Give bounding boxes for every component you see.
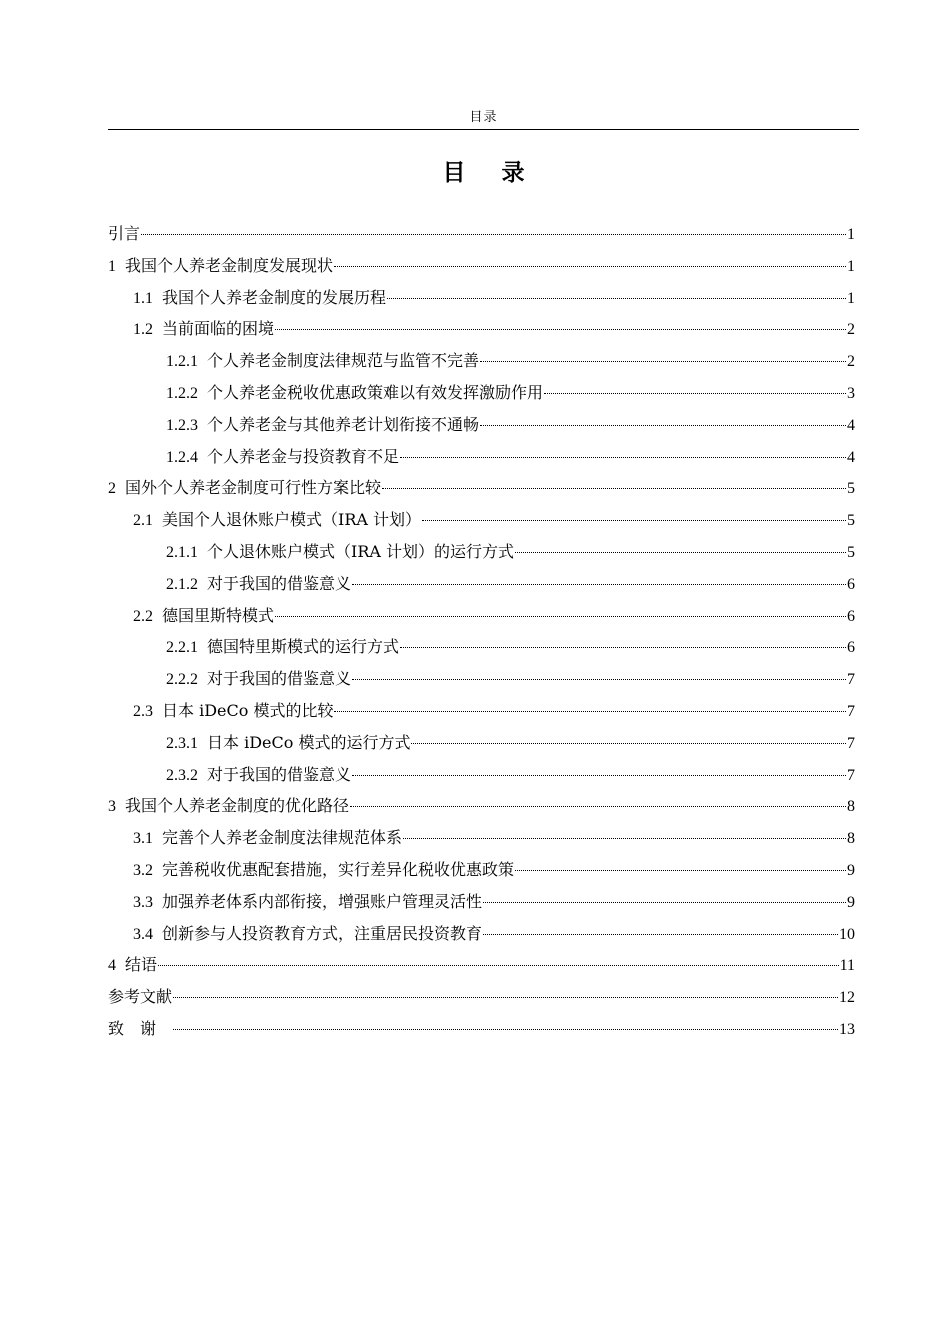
toc-entry-text: 德国特里斯模式的运行方式: [207, 637, 400, 657]
toc-dot-leader: [483, 934, 838, 935]
toc-dot-leader: [352, 679, 846, 680]
toc-entry-number: 1.2.2: [166, 384, 198, 402]
toc-entry[interactable]: [108, 504, 855, 536]
running-header: 目录: [469, 110, 498, 125]
toc-entry-text: 完善税收优惠配套措施，实行差异化税收优惠政策: [162, 859, 515, 879]
toc-entry-page: 6: [847, 607, 855, 625]
toc-entry-text: 加强养老体系内部衔接，增强账户管理灵活性: [162, 891, 483, 911]
toc-dot-leader: [173, 997, 838, 998]
toc-entry-page: 1: [847, 226, 855, 243]
toc-entry-page: 9: [847, 861, 855, 879]
toc-entry-text: 我国个人养老金制度的发展历程: [162, 287, 387, 307]
toc-entry[interactable]: [108, 695, 855, 727]
toc-entry[interactable]: [108, 663, 855, 695]
toc-entry[interactable]: [108, 631, 855, 663]
toc-entry[interactable]: [108, 727, 855, 759]
toc-entry-number: 2.3: [133, 702, 153, 720]
toc-entry-number: 2.1.2: [166, 575, 198, 593]
toc-entry[interactable]: [108, 886, 855, 918]
toc-dot-leader: [400, 647, 846, 648]
toc-dot-leader: [480, 361, 846, 362]
toc-dot-leader: [515, 870, 846, 871]
toc-dot-leader: [352, 584, 846, 585]
toc-entry[interactable]: [108, 472, 855, 504]
toc-entry-number: 1.2.1: [166, 353, 198, 371]
toc-entry-page: 13: [839, 1020, 855, 1038]
toc-entry-number: 1.1: [133, 289, 153, 307]
toc-dot-leader: [422, 520, 846, 521]
toc-entry-page: 7: [847, 671, 855, 689]
toc-dot-leader: [334, 266, 846, 267]
toc-list: [108, 218, 855, 1045]
toc-entry[interactable]: [108, 282, 855, 314]
toc-entry-text: 我国个人养老金制度发展现状: [125, 255, 334, 275]
toc-entry[interactable]: [108, 790, 855, 822]
toc-entry-number: 2.2: [133, 607, 153, 625]
toc-entry-page: 5: [847, 512, 855, 530]
toc-dot-leader: [387, 298, 846, 299]
toc-entry-text: 美国个人退休账户模式（IRA 计划）: [162, 510, 422, 530]
toc-entry-page: 3: [847, 384, 855, 402]
toc-dot-leader: [515, 552, 846, 553]
toc-entry-text: 我国个人养老金制度的优化路径: [125, 796, 350, 816]
toc-entry-number: 3.1: [133, 830, 153, 848]
toc-entry-page: 2: [847, 353, 855, 371]
toc-entry-text: 个人退休账户模式（IRA 计划）的运行方式: [207, 541, 515, 561]
toc-entry-page: 8: [847, 798, 855, 816]
toc-dot-leader: [334, 711, 846, 712]
toc-dot-leader: [173, 1029, 838, 1030]
toc-entry-number: 1.2.4: [166, 448, 198, 466]
toc-entry-number: 3.4: [133, 925, 153, 943]
toc-entry[interactable]: [108, 981, 855, 1013]
toc-dot-leader: [141, 234, 846, 235]
toc-entry-text: 日本 iDeCo 模式的比较: [162, 700, 334, 720]
toc-entry-page: 4: [847, 448, 855, 466]
toc-entry-page: 7: [847, 702, 855, 720]
toc-entry-page: 4: [847, 416, 855, 434]
toc-entry-page: 1: [847, 289, 855, 307]
toc-entry[interactable]: [108, 600, 855, 632]
toc-entry[interactable]: [108, 568, 855, 600]
toc-entry-page: 5: [847, 543, 855, 561]
toc-entry-page: 6: [847, 575, 855, 593]
toc-entry-number: 3.3: [133, 893, 153, 911]
toc-entry-number: 1: [108, 257, 116, 275]
toc-dot-leader: [483, 902, 846, 903]
toc-entry-text: 日本 iDeCo 模式的运行方式: [207, 732, 411, 752]
toc-entry-text: 对于我国的借鉴意义: [207, 669, 352, 689]
toc-entry-text: 德国里斯特模式: [162, 605, 275, 625]
toc-entry[interactable]: [108, 345, 855, 377]
toc-entry-page: 1: [847, 257, 855, 275]
toc-dot-leader: [275, 329, 846, 330]
toc-dot-leader: [400, 457, 846, 458]
toc-entry-number: 2.1: [133, 512, 153, 530]
toc-dot-leader: [480, 425, 846, 426]
toc-entry-text: 致谢: [108, 1018, 173, 1038]
toc-dot-leader: [275, 616, 846, 617]
toc-entry-text: 结语: [125, 955, 158, 975]
toc-entry[interactable]: [108, 949, 855, 981]
toc-dot-leader: [350, 806, 846, 807]
toc-entry-text: 对于我国的借鉴意义: [207, 573, 352, 593]
toc-entry-number: 2.2.2: [166, 671, 198, 689]
toc-entry-page: 7: [847, 766, 855, 784]
toc-entry[interactable]: [108, 250, 855, 282]
toc-entry[interactable]: [108, 854, 855, 886]
toc-entry-number: 3.2: [133, 861, 153, 879]
toc-entry-text: 个人养老金税收优惠政策难以有效发挥激励作用: [207, 382, 544, 402]
toc-entry[interactable]: [108, 1013, 855, 1045]
toc-entry-text: 个人养老金与其他养老计划衔接不通畅: [207, 414, 480, 434]
toc-entry-page: 7: [847, 734, 855, 752]
toc-dot-leader: [352, 775, 846, 776]
toc-entry[interactable]: [108, 313, 855, 345]
toc-entry[interactable]: [108, 759, 855, 791]
toc-dot-leader: [411, 743, 846, 744]
toc-entry-page: 5: [847, 480, 855, 498]
toc-entry-text: 个人养老金与投资教育不足: [207, 446, 400, 466]
toc-entry-page: 8: [847, 830, 855, 848]
toc-entry-number: 4: [108, 957, 116, 975]
toc-entry-text: 当前面临的困境: [162, 319, 275, 339]
toc-entry-text: 国外个人养老金制度可行性方案比较: [125, 478, 382, 498]
toc-entry-number: 2.1.1: [166, 543, 198, 561]
header-rule: [108, 129, 859, 130]
toc-entry[interactable]: [108, 441, 855, 473]
toc-entry-text: 完善个人养老金制度法律规范体系: [162, 828, 403, 848]
toc-entry[interactable]: [108, 822, 855, 854]
toc-entry-text: 创新参与人投资教育方式，注重居民投资教育: [162, 923, 483, 943]
toc-dot-leader: [403, 838, 846, 839]
toc-entry-text: 引言: [108, 224, 141, 243]
toc-entry-number: 2.2.1: [166, 639, 198, 657]
toc-entry-text: 个人养老金制度法律规范与监管不完善: [207, 351, 480, 371]
toc-entry-number: 3: [108, 798, 116, 816]
toc-entry[interactable]: [108, 409, 855, 441]
toc-entry-number: 1.2.3: [166, 416, 198, 434]
toc-entry-number: 2.3.2: [166, 766, 198, 784]
toc-entry[interactable]: [108, 918, 855, 950]
toc-entry-page: 11: [839, 957, 855, 975]
toc-entry-number: 1.2: [133, 321, 153, 339]
toc-entry-page: 2: [847, 321, 855, 339]
toc-entry-page: 9: [847, 893, 855, 911]
toc-entry-text: 参考文献: [108, 987, 173, 1007]
toc-title: 目 录: [442, 160, 539, 186]
toc-entry-number: 2.3.1: [166, 734, 198, 752]
toc-entry[interactable]: [108, 536, 855, 568]
toc-dot-leader: [544, 393, 846, 394]
toc-entry[interactable]: [108, 377, 855, 409]
toc-entry-number: 2: [108, 480, 116, 498]
toc-entry-page: 12: [839, 989, 855, 1007]
toc-entry-text: 对于我国的借鉴意义: [207, 764, 352, 784]
toc-entry-page: 10: [839, 925, 855, 943]
toc-dot-leader: [382, 488, 846, 489]
toc-dot-leader: [158, 965, 839, 966]
toc-entry-page: 6: [847, 639, 855, 657]
toc-entry[interactable]: [108, 218, 855, 250]
